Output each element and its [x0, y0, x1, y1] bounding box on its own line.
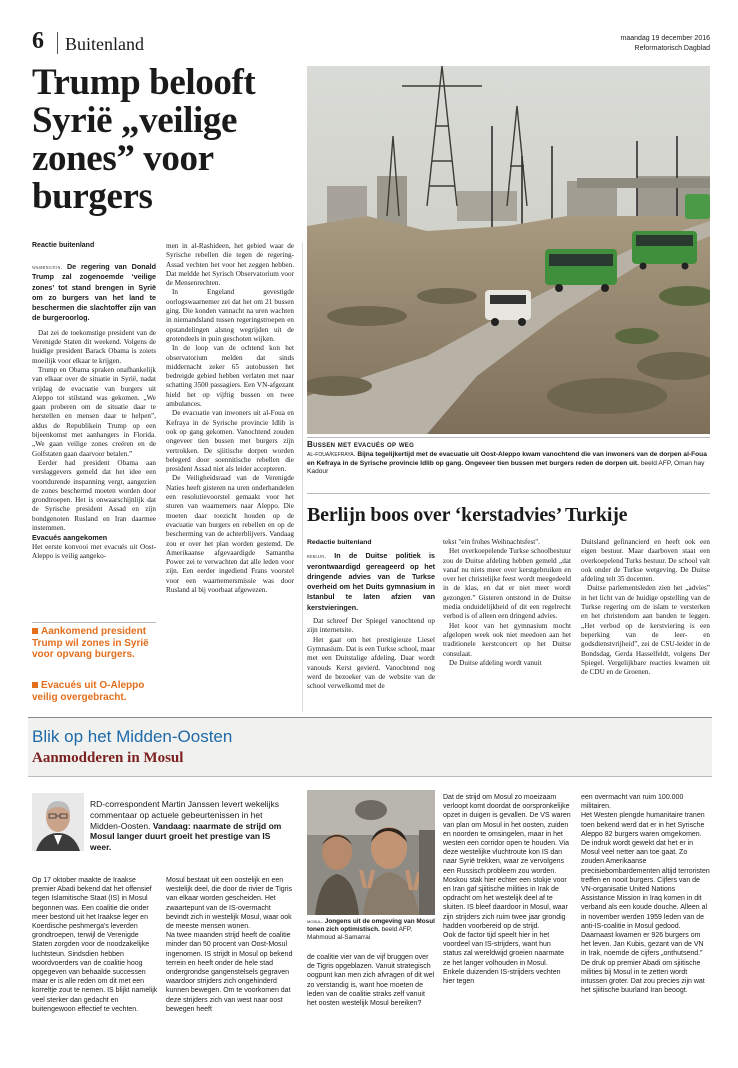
header-date: maandag 19 december 2016 [620, 35, 710, 42]
paragraph: Dat schreef Der Spiegel vanochtend op zijn internetsite. [307, 617, 435, 635]
paragraph: men in al-Rashideen, het gebied waar de Syrische rebellen die tegen de regering-Assad vechten het voor het zeggen hebben. Dat meldde het Syrisch Observatorium voor de Mensenrechten. [166, 242, 294, 288]
article2-column-1 [307, 538, 435, 691]
article-byline: Reactie buitenland [32, 242, 95, 249]
subheading: Evacués aangekomen [32, 533, 108, 543]
caption-rule [307, 437, 710, 438]
paragraph: De Duitse afdeling wordt vanuit [449, 658, 542, 667]
paragraph: Het overkoepelende Turkse schoolbestuur zou de Duitse afdeling hebben gemeld „dat vanaf nu niets meer over kerstgebruiken en over het christelijke feest wordt meegedeeld in de klas, en dat er niet meer wordt gezongen.” Gisteren ontstond in de Duitse media onduidelijkheid of dit een regelrecht verbod is of alleen een dringend advies. [443, 547, 571, 621]
paragraph: Trump en Obama spraken onafhankelijk van elkaar over de situatie in Syrië, nadat vrijdag de evacuatie van burgers uit Aleppo tot stilstand was gekomen. „We gaan proberen om de situatie daar te herstellen en mensen daar te helpen”, aldus de Republikein Trump op een bijeenkomst met aanhangers in Florida. „We gaan veilige zones creëren en de Golfstaten gaan daarvoor betalen.” [32, 365, 156, 458]
square-bullet-icon [32, 628, 38, 634]
paragraph: Duitsland gefinancierd en heeft ook een eigen bestuur. Maar daarboven staat een overkoepelend Turks bestuur. De school valt ook onder de Turkse wetgeving. De Duitse afdeling telt 35 docenten. [581, 538, 710, 584]
paragraph: Eerder had president Obama aan verslaggevers gemeld dat het idee een voortdurende inspanning vergt, aangezien de zones beschermd moeten worden door grondtroepen. Het is onwaarschijnlijk dat de Syrische president Assad en zijn bondgenoten Rusland en Iran daarmee instemmen. [32, 458, 156, 533]
square-bullet-icon [32, 682, 38, 688]
article1-column-2 [166, 242, 294, 595]
paragraph: In Engeland gevestigde oorlogswaarnemer zei dat het om 21 bussen ging. Die konden vannacht na uren wachten in niemandsland tussen regeringstroepen en opstandelingen alsnog wegrijden uit de grotendeels in puin geschoten wijken. [166, 288, 294, 343]
paragraph: Het eerste konvooi met evacués uit Oost-Aleppo is veilig aangeko- [32, 542, 156, 560]
photo-credit: beeld AFP, Oman hay Kadour [307, 459, 705, 476]
photo-caption [307, 451, 710, 477]
column-text-4: Dat de strijd om Mosul zo moeizaam verloopt komt doordat de oorspronkelijke opzet in duigen is gevallen. De VS waren van plan om Mosul in het oosten, zuiden en noorden te omsingelen, maar in het westen een corridor open te houden. Via deze westelijke vluchtroute kon IS dan naar Syrië trekken, waar ze vervolgens een Russisch probleem zou worden. Moskou stak hier echter een stokje voor en Iran gaf sjiitische milities in Irak de opdracht om het westelijk deel af te sluiten. IS bleef daardoor in Mosul, waar zijn strijders zich ruim twee jaar grondig hadden voorbereid op de strijd. Ook de factor tijd speelt hier in het voordeel van IS-strijders, want hun status zal wereldwijd groeien naarmate ze het langer volhouden in Mosul. Enkele duizenden IS-strijders vechten hier tegen [443, 794, 571, 986]
column-intro [90, 799, 290, 853]
article2-top-rule [307, 493, 710, 494]
paragraph: Het koor van het gymnasium mocht afgelopen week ook niet meedoen aan het traditionele kerstconcert op het Duitse consulaat. [443, 621, 571, 658]
paragraph: Duitse parlementsleden zien het „advies” in het licht van de huidige opstelling van de Turkse regering om de islam te versterken en het christendom aan banden te leggen. „Het verbod op de kerstviering is een beperking van de leer- en godsdienstvrijheid”, zei de CSU-leider in de Bondsdag, Gerda Hasselfeldt, volgens Der Spiegel. Vergelijkbare reacties kwamen uit de CDU en de Groenen. [581, 584, 710, 677]
caption-place: mosul. [307, 918, 324, 925]
column-headline: Aanmodderen in Mosul [32, 750, 184, 766]
column-intro-plain: RD-correspondent Martin Janssen levert wekelijks commentaar op actuele gebeurtenissen in het Midden-Oosten. [90, 799, 279, 831]
author-portrait [32, 793, 84, 851]
column-text-5: een overmacht van ruim 100.000 militairen. Het Westen plengde humanitaire tranen toen bekend werd dat er in het Syrische Aleppo 82 burgers waren omgekomen. De indruk wordt gewekt dat het er in Mosul veel netter aan toe gaat. Zo zouden Amerikaanse precisiebombardementen altijd terroristen treffen en nooit burgers. Cijfers van de VN-organisatie United Nations Assistance Mission in Iraq komen in dit verband als een koude douche. Alleen al in november werden 1959 leden van de anti-IS-coalitie in Mosul gedood. Daarnaast kwamen er 926 burgers om het leven. Jan Kubis, gezant van de VN in Irak, noemde de cijfers „onthutsend.” De druk op premier Abadi om sjiitische milities bij Mosul in te zetten wordt intussen groter. Dat zou precies zijn wat het sjiitische buurland Iran beoogt. [581, 794, 710, 995]
article2-lead: In de Duitse politiek is verontwaardigd gereageerd op het dringende advies van de Turkse overheid om het Duits gymnasium in Istanbul te laten afzien van kerstvieringen. [307, 551, 436, 612]
paragraph: Dat zei de toekomstige president van de Verenigde Staten dit weekend. Volgens de huidige president Barack Obama is zoiets moeilijk voor elkaar te krijgen. [32, 328, 156, 365]
article1-column-1 [32, 262, 156, 561]
column-top-rule [28, 717, 712, 718]
photo-buses-convoy [307, 66, 710, 434]
paragraph: De Veiligheidsraad van de Verenigde Naties heeft gisteren na uren onderhandelen een resolutievoorstel gemaakt voor het sturen van waarnemers naar Aleppo. Die moeten daar toezicht houden op de evacuatie van burgers en rebellen en op de bescherming van de achterblijvers. Vandaag zou er over het plan worden gestemd. De Amerikaanse afgevaardigde Samantha Power zei te verwachten dat alle leden voor zijn. Een eerder ingediend Frans voorstel voor een waarnemersmissie was door Rusland al bij voorbaat afgewezen. [166, 474, 294, 594]
article2-headline: Berlijn boos over ‘kerstadvies’ Turkije [307, 504, 628, 526]
paragraph: tekst "ein frohes Weihnachtsfest". [443, 538, 540, 546]
column-text-1: Op 17 oktober maakte de Iraakse premier Abadi bekend dat het offensief tegen Islamitische Staat (IS) in Mosul begonnen was. Een coalitie die onder meer bestond uit het Iraakse leger en Koerdische peshmerga’s leverden grondtroepen, terwijl de Verenigde Staten zorgden voor de noodzakelijke luchtsteun. Sindsdien hebben woordvoerders van de coalitie hoog opgegeven van behaalde successen maar er is alle reden om dit met een korreltje zout te nemen. IS blijkt namelijk veel sterker dan gedacht en buitengewoon effectief te vechten. [32, 877, 158, 1013]
article-lead: De regering van Donald Trump zal zogenoemde ‘veilige zones’ tot stand brengen in Syrië om zo burgers van het land te beschermen die slachtoffer zijn van de burgeroorlog. [32, 262, 157, 323]
column-kicker: Blik op het Midden-Oosten [32, 727, 233, 746]
caption-text: Bijna tegelijkertijd met de evacuatie uit Oost-Aleppo kwam vanochtend die van inwoners van de dorpen al-Foua en Kefraya in de Syrische provincie Idlib op gang. Ongeveer tien bussen met burgers reden de dorpen uit. [307, 451, 707, 467]
article2-column-3 [581, 538, 710, 677]
pullquote-1: Aankomend president Trump wil zones in Syrië voor opvang burgers. [32, 626, 149, 660]
caption-text: Jongens uit de omgeving van Mosul tonen zich optimistisch. [307, 918, 435, 933]
caption-place: al-foua/kefraya. [307, 451, 356, 458]
article-dateline: washington. [32, 264, 63, 271]
paragraph: In de loop van de ochtend kon het observatorium melden dat sinds middernacht zeker 65 autobussen het bedreigde gebied hebben verlaten met naar schatting 3500 passagiers. Een VN-afgezant hield het op vijftig bussen en twee ambulances. [166, 344, 294, 409]
article-headline: Trump belooft Syrië „veilige zones” voor burgers [32, 62, 256, 217]
page-number: 6 [32, 28, 44, 54]
paragraph: Het gaat om het prestigieuze Liesel Gymnasium. Dat is een Turkse school, maar met een Duitstalige afdeling. Daar wordt vanouds Kerst gevierd. Vanochtend nog werd de bezoeker van de website van de school verwelkomd met de [307, 635, 435, 691]
header-divider [57, 32, 58, 54]
column-text-2: Mosul bestaat uit een oostelijk en een westelijk deel, die door de rivier de Tigris van elkaar worden gescheiden. Het zwaartepunt van de IS-overmacht bevindt zich in westelijk Mosul, waar ook de meeste mensen wonen. Na twee maanden strijd heeft de coalitie minder dan 50 procent van Oost-Mosul ingenomen. IS strijdt in Mosul op bekend terrein en heeft onder de hele stad ondergrondse gangenstelsels gegraven waardoor strijders zich ongehinderd kunnen bewegen. Om te voorkomen dat deze strijders zich van west naar oost bewegen heeft [166, 877, 293, 1013]
photo-credit: beeld AFP, Mahmoud al-Samarrai [307, 926, 413, 941]
column-text-3: de coalitie vier van de vijf bruggen over de Tigris opgeblazen. Vanuit strategisch oogpunt kan men zich afvragen of dit wel zo verstandig is, want hoe moeten de leden van de coalitie straks zelf vanuit het oosten westelijk Mosul bereiken? [307, 954, 435, 1008]
column-divider [302, 242, 303, 712]
article2-dateline: berlijn. [307, 553, 327, 561]
photo-caption-title: Bussen met evacués op weg [307, 440, 415, 449]
pullquote-rule [32, 622, 156, 623]
column-intro-bold: Vandaag: naarmate de strijd om Mosul langer duurt groeit het prestige van IS weer. [90, 820, 282, 853]
article2-byline: Redactie buitenland [307, 539, 372, 546]
article2-column-2 [443, 538, 571, 668]
column-bottom-rule [28, 776, 712, 777]
photo-boys-mosul [307, 790, 435, 915]
section-title: Buitenland [65, 34, 144, 54]
header-publication: Reformatorisch Dagblad [634, 45, 710, 52]
photo2-caption [307, 918, 435, 942]
paragraph: De evacuatie van inwoners uit al-Foua en Kefraya in de Syrische provincie Idlib is ook op gang gekomen. Vanochtend zouden ongeveer tien bussen met burgers zijn vertrokken. De sjiitische dorpen worden belegerd door soennitische rebellen die president Assad niet als leider accepteren. [166, 409, 294, 474]
pullquote-2: Evacués uit O-Aleppo veilig overgebracht. [32, 680, 145, 703]
